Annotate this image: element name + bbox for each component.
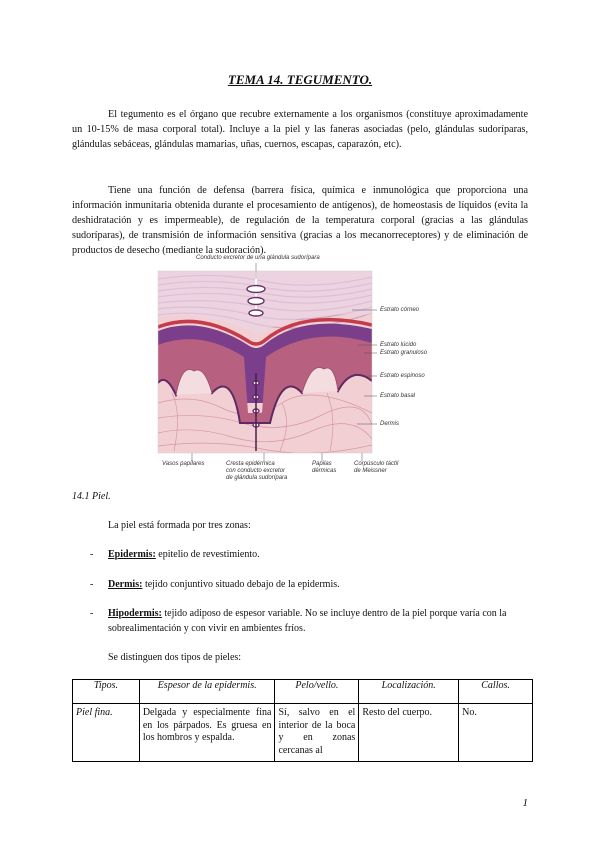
zone-description: tejido conjuntivo situado debajo de la epidermis.	[142, 579, 340, 590]
table-cell: Piel fina.	[73, 704, 140, 762]
figure-label-vessels: Vasos papilares	[162, 461, 205, 467]
page-title: TEMA 14. TEGUMENTO.	[227, 72, 373, 87]
table-header-row	[73, 680, 533, 704]
figure-label-papillae-1: Papilas	[312, 461, 332, 467]
bullet-dash: -	[90, 608, 94, 619]
list-item	[90, 547, 528, 562]
zone-term: Dermis:	[108, 579, 143, 590]
figure-label-dermis: Dermis	[380, 421, 399, 427]
page-number: 1	[522, 797, 528, 809]
column-header: Tipos.	[73, 680, 140, 704]
column-header: Pelo/vello.	[275, 680, 359, 704]
table-cell: Resto del cuerpo.	[359, 704, 459, 762]
bullet-dash: -	[90, 579, 94, 590]
figure-label-papillae-2: dérmicas	[312, 468, 337, 474]
bullet-dash: -	[90, 549, 94, 560]
figure-label-meissner-1: Corpúsculo táctil	[354, 461, 399, 467]
figure-label-ridge-1: Cresta epidérmica	[226, 461, 275, 467]
figure-label-corneum: Estrato córneo	[380, 307, 420, 313]
column-header: Callos.	[459, 680, 533, 704]
table-row	[73, 704, 533, 762]
figure-label-lucidum: Estrato lúcido	[380, 342, 417, 348]
figure-label-basal: Estrato basal	[380, 393, 416, 399]
section-heading: 14.1 Piel.	[72, 491, 111, 502]
figure-label-duct: Conducto excretor de una glándula sudorípara	[196, 255, 320, 261]
paragraph-functions: Tiene una función de defensa (barrera física, química e inmunológica que proporciona una información inmunitaria obtenida durante el procesamiento de antígenos), de homeostasis de líquidos (evita la deshidratación y es impermeable), de regulación de la temperatura corporal (gracias a las glándulas sudoríparas), de transmisión de información sensitiva (gracias a los mecanorreceptores) y de eliminación de productos de desecho (mediante la sudoración).	[72, 185, 528, 256]
skin-histology-illustration	[152, 253, 450, 489]
zone-term: Epidermis:	[108, 549, 156, 560]
figure-label-meissner-2: de Meissner	[354, 468, 387, 474]
zones-intro: La piel está formada por tres zonas:	[108, 520, 251, 531]
figure-label-granulosum: Estrato granuloso	[380, 350, 428, 356]
table-cell: Delgada y especialmente fina en los párpados. Es gruesa en los hombros y espalda.	[139, 704, 275, 762]
types-intro: Se distinguen dos tipos de pieles:	[108, 652, 242, 663]
zone-term: Hipodermis:	[108, 608, 162, 619]
figure-label-ridge-2: con conducto excretor	[226, 468, 286, 474]
column-header: Localización.	[359, 680, 459, 704]
paragraph-intro: El tegumento es el órgano que recubre externamente a los organismos (constituye aproximadamente un 10-15% de masa corporal total). Incluye a la piel y las faneras asociadas (pelo, glándulas sudoríparas, glándulas sebáceas, glándulas mamarias, uñas, cuernos, escapas, caparazón, etc).	[72, 109, 528, 150]
column-header: Espesor de la epidermis.	[139, 680, 275, 704]
table-cell: Sí, salvo en el interior de la boca y en zonas cercanas al	[275, 704, 359, 762]
table-cell: No.	[459, 704, 533, 762]
zone-description: epitelio de revestimiento.	[155, 549, 260, 560]
skin-types-table	[72, 679, 533, 762]
list-item	[90, 577, 528, 592]
skin-histology-figure	[152, 253, 450, 489]
figure-label-ridge-3: de glándula sudorípara	[226, 475, 288, 481]
figure-label-spinosum: Estrato espinoso	[380, 373, 425, 379]
zone-description: tejido adiposo de espesor variable. No se incluye dentro de la piel porque varía con la sobrealimentación y con vivir en ambientes fríos.	[108, 608, 507, 634]
list-item	[90, 606, 528, 636]
